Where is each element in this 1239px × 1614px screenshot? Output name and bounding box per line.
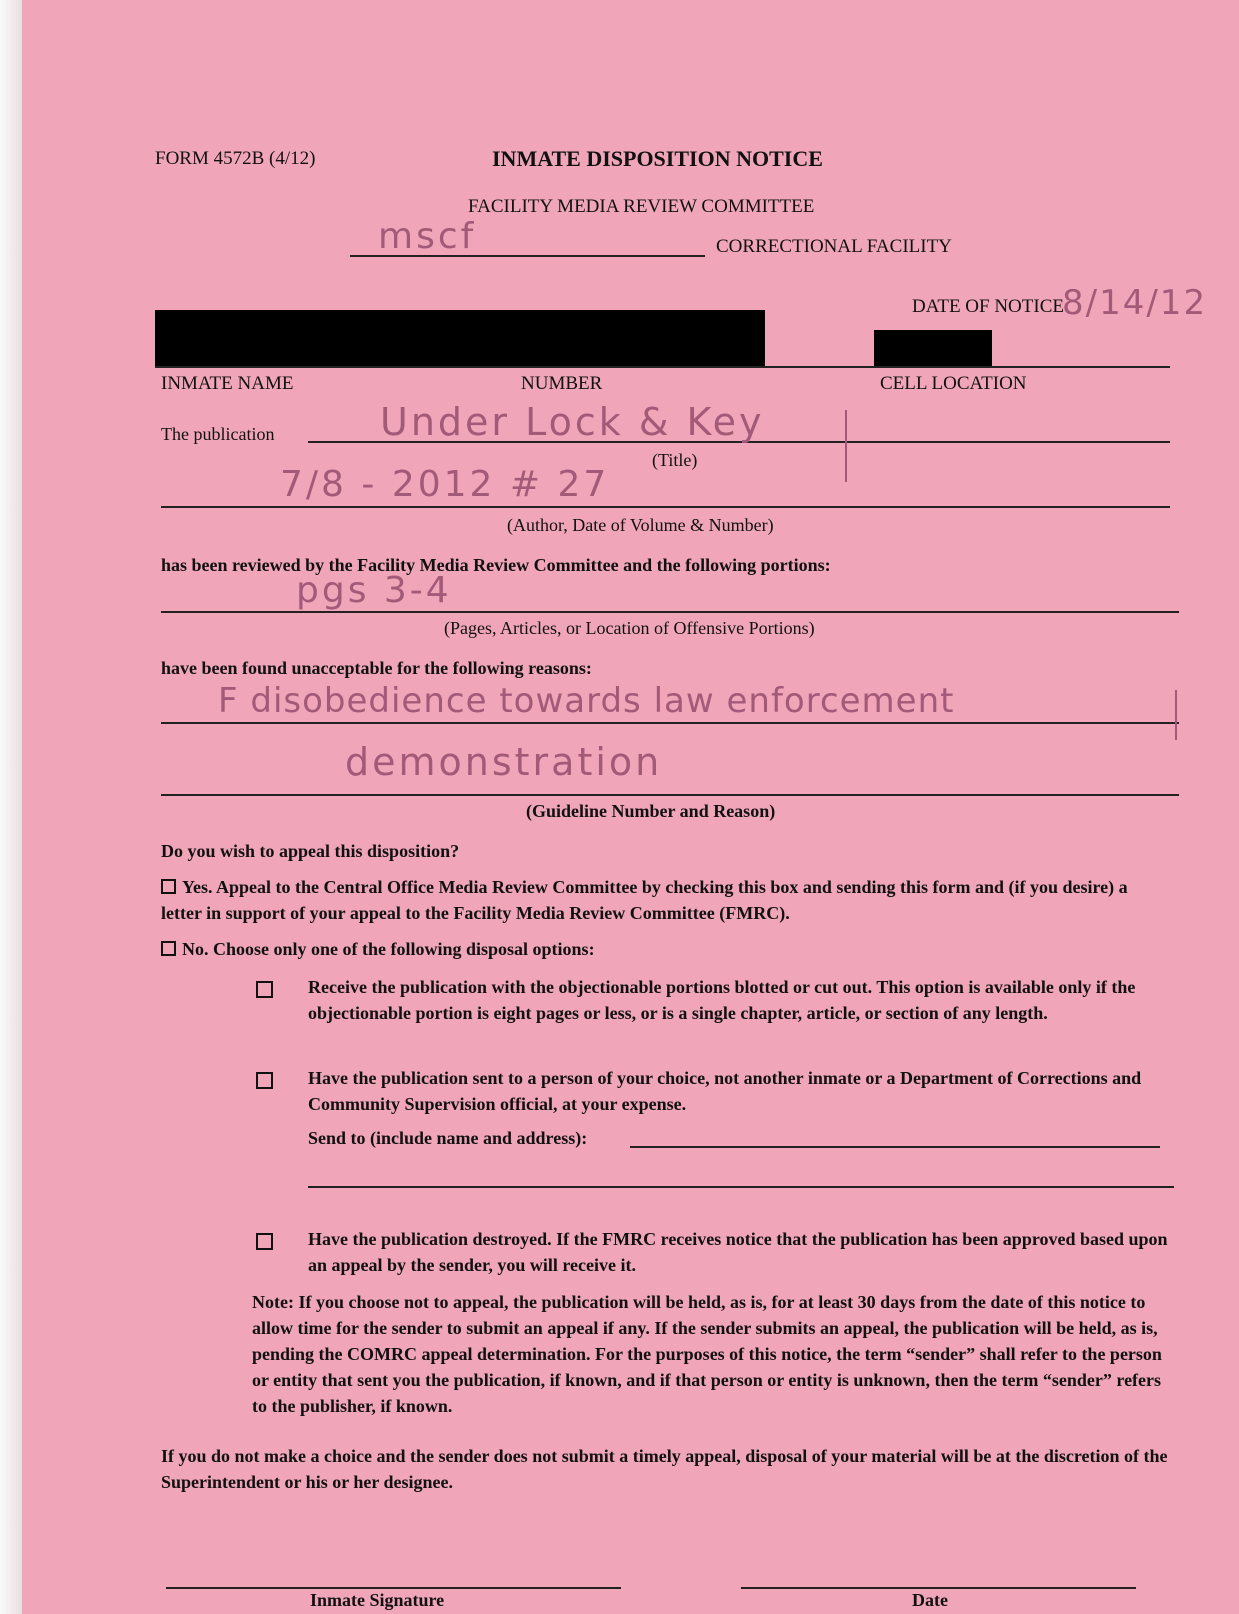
- receive-option-checkbox[interactable]: [256, 981, 273, 998]
- appeal-question: Do you wish to appeal this disposition?: [161, 841, 460, 861]
- inmate-name-redaction: [155, 310, 765, 366]
- appeal-yes-option: [161, 874, 1171, 926]
- pages-handwritten[interactable]: pgs 3-4: [296, 570, 452, 611]
- cell-location-redaction: [874, 330, 992, 367]
- receive-option-text: Receive the publication with the objectionable portions blotted or cut out. This option is available only if the objectionable portion is eight pages or less, or is a single chapter, article, or section of any length.: [308, 977, 1136, 1023]
- number-label: NUMBER: [521, 373, 603, 394]
- pages-caption: (Pages, Articles, or Location of Offensive Portions): [444, 618, 815, 638]
- closing-paragraph: If you do not make a choice and the sender does not submit a timely appeal, disposal of your material will be at the discretion of the Superintendent or his or her designee.: [161, 1446, 1168, 1492]
- reason-handwritten-2[interactable]: demonstration: [345, 740, 663, 784]
- appeal-no-text: No. Choose only one of the following disposal options:: [182, 939, 595, 959]
- inmate-info-line: [155, 366, 1170, 368]
- inmate-name-label: INMATE NAME: [161, 373, 294, 394]
- date-of-notice-handwritten[interactable]: 8/14/12: [1062, 283, 1208, 323]
- send-option-checkbox[interactable]: [256, 1072, 273, 1089]
- volume-handwritten[interactable]: 7/8 - 2012 # 27: [280, 464, 610, 505]
- reason-line-1: [161, 722, 1179, 724]
- reason-caption: (Guideline Number and Reason): [526, 801, 776, 821]
- volume-caption: (Author, Date of Volume & Number): [507, 515, 774, 535]
- title-handwritten[interactable]: Under Lock & Key: [380, 400, 765, 444]
- handwritten-mark-2: [1175, 690, 1177, 740]
- appeal-yes-text: Yes. Appeal to the Central Office Media Review Committee by checking this box and sending this form and (if you desire) a letter in support of your appeal to the Facility Media Review Committee (FMRC).: [161, 877, 1128, 923]
- appeal-no-option: [161, 936, 1171, 962]
- yes-checkbox[interactable]: [161, 879, 176, 894]
- date-label: Date: [912, 1590, 948, 1610]
- reason-handwritten-1[interactable]: F disobedience towards law enforcement: [218, 681, 955, 721]
- signature-label: Inmate Signature: [310, 1590, 445, 1610]
- date-line[interactable]: [741, 1587, 1136, 1589]
- committee-name: FACILITY MEDIA REVIEW COMMITTEE: [468, 196, 815, 217]
- send-to-line-2[interactable]: [308, 1186, 1174, 1188]
- facility-label: CORRECTIONAL FACILITY: [716, 236, 952, 257]
- form-number: FORM 4572B (4/12): [155, 148, 316, 169]
- handwritten-mark: [845, 410, 847, 482]
- title-caption: (Title): [652, 450, 698, 470]
- reviewed-text: has been reviewed by the Facility Media Review Committee and the following portions:: [161, 555, 831, 575]
- cell-location-label: CELL LOCATION: [880, 373, 1027, 394]
- form-title: INMATE DISPOSITION NOTICE: [492, 146, 823, 171]
- note-paragraph: Note: If you choose not to appeal, the publication will be held, as is, for at least 30 days from the date of this notice to allow time for the sender to submit an appeal if any. If the sender submits an appeal, the publication will be held, as is, pending the COMRC appeal determination. For the purposes of this notice, the term “sender” shall refer to the person or entity that sent you the publication, if known, and if that person or entity is unknown, then the term “sender” refers to the publisher, if known.: [252, 1292, 1162, 1416]
- date-of-notice-label: DATE OF NOTICE:: [912, 296, 1070, 317]
- reason-line-2: [161, 794, 1179, 796]
- unacceptable-text: have been found unacceptable for the following reasons:: [161, 658, 592, 678]
- destroy-option-checkbox[interactable]: [256, 1233, 273, 1250]
- send-option-text: Have the publication sent to a person of your choice, not another inmate or a Department of Corrections and Community Supervision official, at your expense.: [308, 1068, 1142, 1114]
- volume-line: [161, 506, 1170, 508]
- send-to-label: Send to (include name and address):: [308, 1128, 588, 1148]
- paper-edge: [0, 0, 22, 1614]
- signature-line[interactable]: [166, 1587, 621, 1589]
- send-to-line-1[interactable]: [630, 1146, 1160, 1148]
- destroy-option-text: Have the publication destroyed. If the FMRC receives notice that the publication has been approved based upon an appeal by the sender, you will receive it.: [308, 1229, 1168, 1275]
- no-checkbox[interactable]: [161, 941, 176, 956]
- facility-handwritten[interactable]: mscf: [378, 216, 477, 257]
- publication-label: The publication: [161, 424, 275, 444]
- pages-line: [161, 611, 1179, 613]
